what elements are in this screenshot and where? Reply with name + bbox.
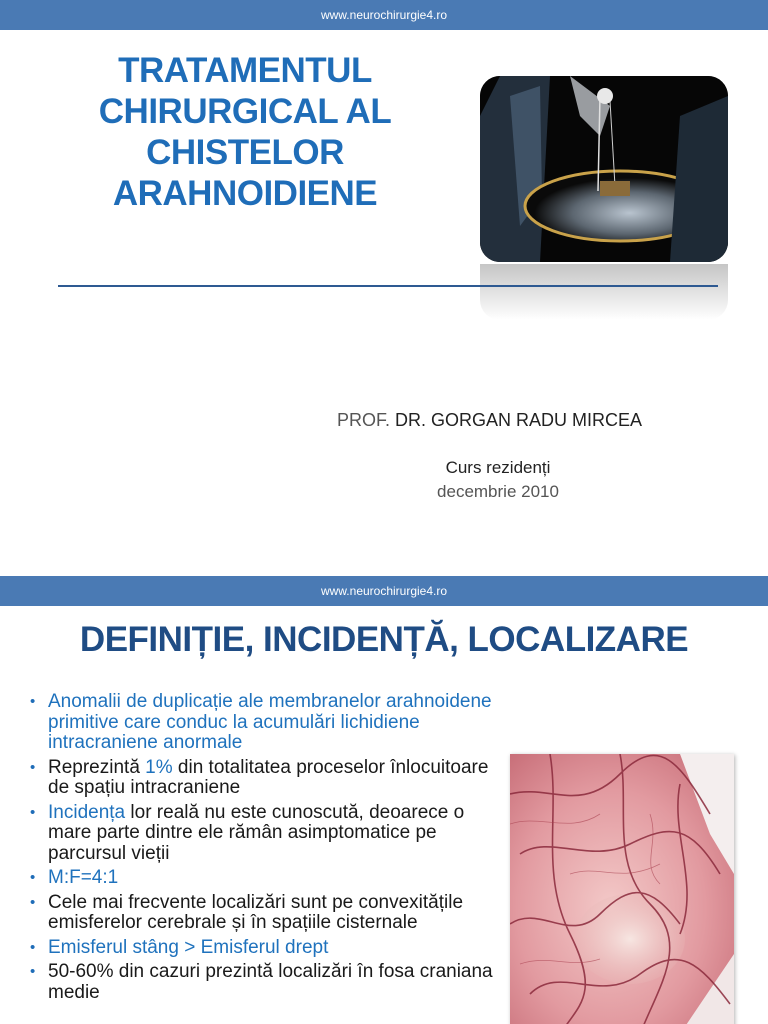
- bullet-dot-icon: •: [30, 693, 36, 710]
- title-line: TRATAMENTUL: [118, 51, 372, 90]
- bullet-item: [30, 868, 510, 889]
- slide-title-heading: [60, 50, 430, 214]
- course-name: Curs rezidenți: [445, 458, 551, 477]
- author-prefix: PROF.: [337, 410, 391, 430]
- slide-definition: [0, 576, 768, 1024]
- divider-line: [58, 285, 718, 287]
- bullet-text: Reprezintă: [48, 756, 146, 778]
- bullet-dot-icon: •: [30, 758, 36, 776]
- bullet-dot-icon: •: [30, 938, 36, 956]
- author-name: DR. GORGAN RADU MIRCEA: [395, 410, 643, 430]
- bullet-list: [30, 692, 510, 1007]
- bullet-dot-icon: •: [30, 869, 36, 886]
- bullet-text: Emisferul stâng > Emisferul drept: [48, 936, 329, 958]
- photo-reflection: [480, 264, 728, 320]
- bullet-item: [30, 758, 510, 799]
- bullet-text: 1%: [145, 756, 173, 778]
- bullet-text: 50-60% din cazuri prezintă localizări în fosa craniana medie: [48, 961, 493, 1003]
- bullet-text: Anomalii de duplicație ale membranelor arahnoidene primitive care conduc la acumulări lichidiene intracraniene anormale: [48, 691, 492, 753]
- bullet-dot-icon: •: [30, 963, 36, 980]
- surgery-photo-icon: [480, 76, 728, 262]
- author: [337, 410, 642, 431]
- bullet-item: [30, 692, 510, 754]
- bullet-text: M:F=4:1: [48, 867, 119, 888]
- course-info: [398, 456, 598, 504]
- bullet-dot-icon: •: [30, 893, 36, 911]
- bullet-item: [30, 893, 510, 934]
- title-line: CHIRURGICAL AL: [98, 92, 392, 131]
- bullet-text: din totalitatea proceselor înlocuitoare de spațiu intracraniene: [48, 756, 489, 798]
- header-url[interactable]: www.neurochirurgie4.ro: [320, 8, 448, 22]
- bullet-text: Cele mai frecvente localizări sunt pe convexitățile emisferelor cerebrale și în spațiile cisternale: [48, 891, 464, 933]
- header-bar: [0, 0, 768, 30]
- title-line: CHISTELOR: [146, 133, 344, 172]
- bullet-item: [30, 803, 510, 865]
- course-date: decembrie 2010: [437, 482, 559, 501]
- slide-heading: DEFINIȚIE, INCIDENȚĂ, LOCALIZARE: [79, 620, 689, 659]
- title-line: ARAHNOIDIENE: [112, 174, 378, 213]
- header-url[interactable]: www.neurochirurgie4.ro: [320, 584, 448, 598]
- header-bar: [0, 576, 768, 606]
- bullet-item: [30, 938, 510, 959]
- bullet-text: Incidența: [48, 801, 126, 823]
- bullet-text: lor reală nu este cunoscută, deoarece o mare parte dintre ele rămân asimptomatice pe parcursul vieții: [48, 801, 465, 864]
- bullet-dot-icon: •: [30, 803, 36, 821]
- arachnoid-cyst-photo-icon: [510, 754, 734, 1024]
- bullet-item: [30, 962, 510, 1003]
